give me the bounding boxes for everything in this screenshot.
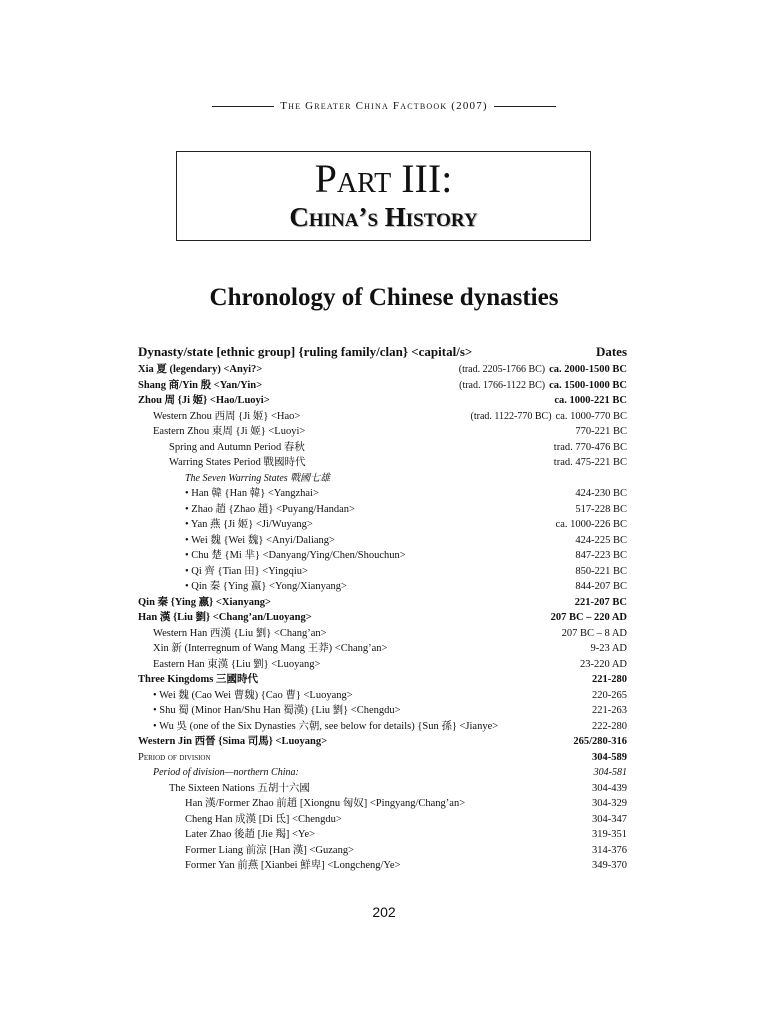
dynasty-dates [592, 672, 627, 688]
dynasty-dates [575, 533, 627, 549]
table-body [138, 362, 627, 874]
table-row [138, 440, 627, 456]
table-row [138, 703, 627, 719]
table-row [138, 657, 627, 673]
dynasty-dates [459, 362, 627, 378]
dynasty-name: • Wei 魏 (Cao Wei 曹魏) {Cao 曹} <Luoyang> [153, 689, 353, 701]
date-range: 314-376 [592, 844, 627, 856]
dynasty-name: Han 漢 {Liu 劉} <Chang’an/Luoyang> [138, 612, 312, 623]
table-row [138, 626, 627, 642]
date-range: 517-228 BC [575, 503, 627, 515]
date-range: 304-589 [592, 751, 627, 763]
date-range: 770-221 BC [575, 426, 627, 437]
dynasty-dates [575, 579, 627, 595]
table-row [138, 641, 627, 657]
dynasty-dates [591, 641, 627, 657]
date-range: 319-351 [592, 829, 627, 840]
table-row [138, 750, 627, 766]
table-row [138, 858, 627, 874]
dynasty-dates [592, 719, 627, 735]
dynasty-name: • Shu 蜀 (Minor Han/Shu Han 蜀漢) {Liu 劉} <Chengdu> [153, 705, 401, 716]
date-range: 265/280-316 [573, 736, 627, 747]
date-range: 847-223 BC [575, 550, 627, 561]
dynasty-dates [592, 812, 627, 828]
running-head-rule-left [212, 106, 274, 107]
dynasty-name: The Sixteen Nations 五胡十六國 [169, 782, 310, 794]
dynasty-dates [575, 486, 627, 502]
dynasty-dates [575, 424, 627, 440]
dynasty-name: Xia 夏 (legendary) <Anyi?> [138, 364, 263, 375]
dynasty-dates [459, 378, 627, 394]
dynasty-dates [592, 843, 627, 859]
dynasty-name: The Seven Warring States 戰國七雄 [185, 472, 331, 484]
date-range: 207 BC – 220 AD [550, 612, 627, 623]
dynasty-name: Han 漢/Former Zhao 前趙 [Xiongnu 匈奴] <Pingyang/Chang’an> [185, 798, 466, 809]
date-range: 349-370 [592, 860, 627, 871]
dynasty-dates [573, 734, 627, 750]
table-row [138, 688, 627, 704]
dynasty-name: Period of division [138, 751, 211, 763]
dynasty-dates [562, 626, 627, 642]
dynasty-name: • Han 韓 {Han 韓} <Yangzhai> [185, 488, 319, 499]
dynasty-dates [471, 409, 627, 425]
section-heading: Chronology of Chinese dynasties [209, 284, 559, 311]
table-header [138, 344, 627, 360]
dynasty-name: Spring and Autumn Period 春秋 [169, 441, 305, 453]
table-row [138, 533, 627, 549]
dynasty-name: • Wu 吳 (one of the Six Dynasties 六朝, see below for details) {Sun 孫} <Jianye> [153, 720, 499, 732]
dynasty-name: Former Yan 前燕 [Xianbei 鮮卑] <Longcheng/Ye> [185, 860, 401, 871]
dynasty-dates [554, 393, 627, 409]
date-range: 221-263 [592, 705, 627, 716]
date-range: ca. 1000-221 BC [554, 395, 627, 406]
dynasty-name: • Qin 秦 {Ying 嬴} <Yong/Xianyang> [185, 581, 347, 592]
dynasty-dates [575, 548, 627, 564]
header-left: Dynasty/state [ethnic group] {ruling family/clan} <capital/s> [138, 344, 473, 359]
table-row [138, 455, 627, 471]
table-row [138, 672, 627, 688]
dynasty-name: Former Liang 前涼 [Han 漢] <Guzang> [185, 844, 355, 856]
date-range: 222-280 [592, 720, 627, 732]
table-row [138, 548, 627, 564]
table-row [138, 610, 627, 626]
table-row [138, 564, 627, 580]
dynasty-dates [592, 781, 627, 797]
dynasty-name: Later Zhao 後趙 [Jie 羯] <Ye> [185, 829, 316, 840]
table-row [138, 393, 627, 409]
dynasty-name: Qin 秦 {Ying 嬴} <Xianyang> [138, 596, 272, 608]
table-row [138, 781, 627, 797]
running-head-text: The Greater China Factbook (2007) [280, 100, 488, 112]
table-row [138, 471, 627, 487]
table-row [138, 843, 627, 859]
date-range: 304-329 [592, 798, 627, 809]
dynasty-name: • Wei 魏 {Wei 魏} <Anyi/Daliang> [185, 534, 335, 546]
date-range: ca. 1500-1000 BC [549, 379, 627, 391]
dynasty-name: • Zhao 趙 {Zhao 趙} <Puyang/Handan> [185, 503, 355, 515]
traditional-dates: (trad. 2205-1766 BC) [458, 364, 546, 375]
page-number: 202 [372, 904, 396, 920]
dynasty-table [138, 344, 627, 874]
running-head-rule-right [494, 106, 556, 107]
table-row [138, 486, 627, 502]
table-row [138, 362, 627, 378]
date-range: 304-581 [593, 767, 627, 778]
date-range: 221-280 [592, 674, 627, 685]
date-range: 424-230 BC [575, 488, 627, 499]
traditional-dates: (trad. 1122-770 BC) [470, 410, 552, 422]
dynasty-name: • Chu 楚 {Mi 芈} <Danyang/Ying/Chen/Shouchun> [185, 550, 406, 561]
date-range: trad. 475-221 BC [553, 457, 627, 468]
date-range: ca. 2000-1500 BC [549, 364, 627, 375]
dynasty-name: Eastern Han 東漢 {Liu 劉} <Luoyang> [153, 658, 321, 670]
dynasty-dates [592, 750, 627, 766]
dynasty-name: Western Zhou 西周 {Ji 姬} <Hao> [153, 410, 301, 422]
dynasty-name: Western Han 西漢 {Liu 劉} <Chang’an> [153, 627, 327, 639]
table-row [138, 595, 627, 611]
dynasty-dates [592, 796, 627, 812]
part-subtitle: China’s History [289, 202, 478, 232]
dynasty-dates [592, 858, 627, 874]
table-row [138, 827, 627, 843]
date-range: 304-347 [592, 813, 627, 825]
table-row [138, 502, 627, 518]
date-range: 850-221 BC [575, 565, 627, 577]
date-range: 207 BC – 8 AD [561, 627, 627, 639]
date-range: 9-23 AD [590, 643, 627, 654]
dynasty-name: Shang 商/Yin 殷 <Yan/Yin> [138, 379, 263, 391]
date-range: ca. 1000-770 BC [555, 410, 627, 422]
date-range: trad. 770-476 BC [553, 441, 627, 453]
dynasty-dates [575, 564, 627, 580]
table-row [138, 517, 627, 533]
dynasty-dates [580, 657, 627, 673]
part-title-box [176, 151, 591, 241]
header-right: Dates [595, 344, 627, 359]
date-range: 304-439 [592, 782, 627, 794]
table-row [138, 424, 627, 440]
date-range: ca. 1000-226 BC [555, 519, 627, 530]
table-row [138, 378, 627, 394]
table-row [138, 719, 627, 735]
date-range: 424-225 BC [575, 534, 627, 546]
table-row [138, 409, 627, 425]
dynasty-name: Eastern Zhou 東周 {Ji 姬} <Luoyi> [153, 426, 306, 437]
dynasty-dates [594, 765, 627, 781]
dynasty-dates [592, 703, 627, 719]
date-range: 220-265 [592, 689, 627, 701]
dynasty-name: Period of division—northern China: [153, 767, 299, 778]
dynasty-dates [554, 440, 627, 456]
dynasty-name: Warring States Period 戰國時代 [169, 457, 306, 468]
dynasty-name: Cheng Han 成漢 [Di 氐] <Chengdu> [185, 813, 342, 825]
dynasty-dates [551, 610, 627, 626]
dynasty-dates [575, 502, 627, 518]
dynasty-name: Three Kingdoms 三國時代 [138, 674, 258, 685]
dynasty-name: Xin 新 (Interregnum of Wang Mang 王莽) <Chang’an> [153, 643, 388, 654]
running-head [0, 100, 768, 112]
table-row [138, 579, 627, 595]
table-row [138, 734, 627, 750]
dynasty-name: Western Jin 西晉 {Sima 司馬} <Luoyang> [138, 736, 328, 747]
date-range: 221-207 BC [574, 596, 627, 608]
dynasty-dates [592, 688, 627, 704]
dynasty-name: • Qi 齊 {Tian 田} <Yingqiu> [185, 565, 308, 577]
part-title: Part III: [314, 156, 453, 201]
date-range: 23-220 AD [580, 658, 627, 670]
table-row [138, 812, 627, 828]
dynasty-dates [554, 455, 627, 471]
table-row [138, 765, 627, 781]
date-range: 844-207 BC [575, 581, 627, 592]
dynasty-dates [575, 595, 627, 611]
dynasty-name: Zhou 周 {Ji 姬} <Hao/Luoyi> [138, 395, 270, 406]
traditional-dates: (trad. 1766-1122 BC) [459, 379, 546, 391]
table-row [138, 796, 627, 812]
dynasty-dates [592, 827, 627, 843]
dynasty-name: • Yan 燕 {Ji 姬} <Ji/Wuyang> [185, 519, 313, 530]
dynasty-dates [556, 517, 627, 533]
